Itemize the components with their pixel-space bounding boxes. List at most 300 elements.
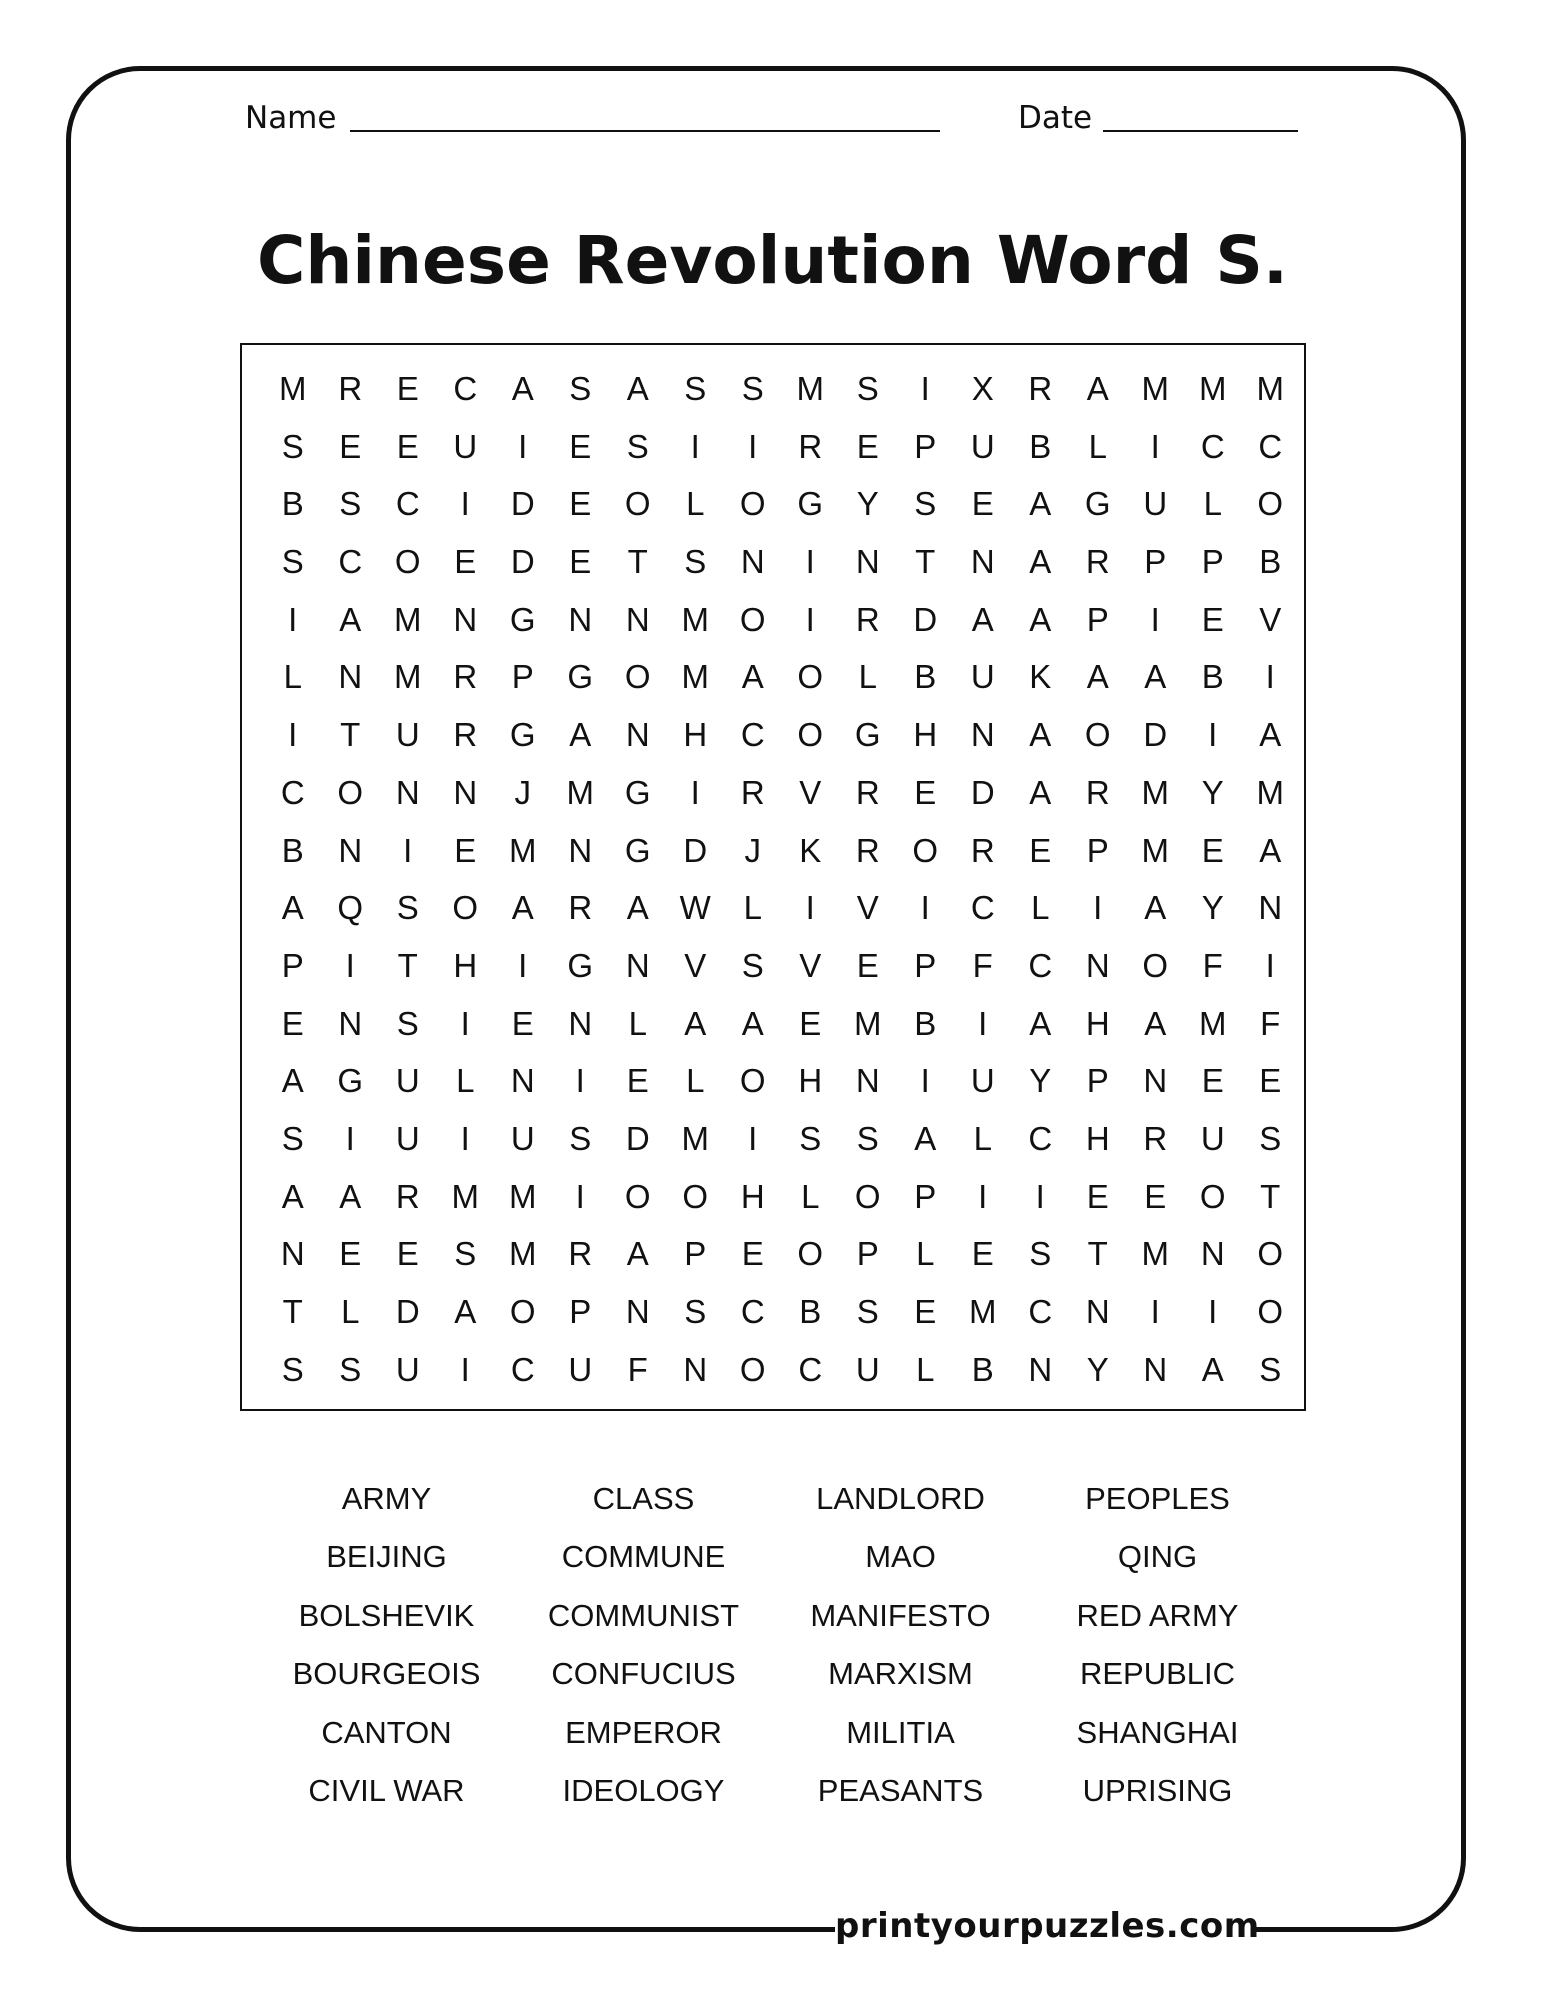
name-field[interactable] xyxy=(350,130,940,132)
grid-letter[interactable]: G xyxy=(567,658,594,696)
grid-letter[interactable]: E xyxy=(1259,1062,1282,1100)
grid-letter[interactable]: N xyxy=(855,1062,880,1100)
grid-letter[interactable]: N xyxy=(1258,889,1283,927)
grid-letter[interactable]: N xyxy=(568,831,593,869)
grid-letter[interactable]: S xyxy=(281,543,304,581)
grid-letter[interactable]: E xyxy=(914,1293,937,1330)
grid-letter[interactable]: A xyxy=(626,370,649,407)
grid-letter[interactable]: C xyxy=(338,543,363,581)
grid-letter[interactable]: I xyxy=(1093,889,1103,927)
grid-letter[interactable]: M xyxy=(1141,1235,1169,1273)
grid-letter[interactable]: I xyxy=(805,600,815,638)
grid-letter[interactable]: P xyxy=(914,946,937,984)
grid-letter[interactable]: E xyxy=(454,831,477,869)
grid-letter[interactable]: I xyxy=(1265,946,1275,984)
grid-letter[interactable]: N xyxy=(338,1004,363,1042)
grid-letter[interactable]: E xyxy=(339,427,362,465)
grid-letter[interactable]: F xyxy=(1202,946,1223,984)
grid-letter[interactable]: X xyxy=(971,370,994,407)
grid-letter[interactable]: E xyxy=(971,485,994,523)
grid-letter[interactable]: T xyxy=(282,1293,303,1330)
grid-letter[interactable]: R xyxy=(338,370,363,407)
grid-letter[interactable]: F xyxy=(972,946,993,984)
grid-letter[interactable]: S xyxy=(856,370,879,407)
grid-letter[interactable]: P xyxy=(1086,600,1109,638)
grid-letter[interactable]: R xyxy=(855,600,880,638)
grid-letter[interactable]: O xyxy=(1084,716,1111,754)
grid-letter[interactable]: S xyxy=(741,370,764,407)
grid-letter[interactable]: N xyxy=(395,773,420,811)
grid-letter[interactable]: A xyxy=(1086,370,1109,407)
grid-letter[interactable]: S xyxy=(454,1235,477,1273)
grid-letter[interactable]: A xyxy=(914,1119,937,1157)
grid-letter[interactable]: A xyxy=(454,1293,477,1330)
grid-letter[interactable]: Y xyxy=(1201,889,1224,927)
grid-letter[interactable]: O xyxy=(624,1177,651,1215)
grid-letter[interactable]: Y xyxy=(856,485,879,523)
grid-letter[interactable]: I xyxy=(748,1119,758,1157)
grid-letter[interactable]: E xyxy=(454,543,477,581)
grid-letter[interactable]: S xyxy=(281,427,304,465)
grid-letter[interactable]: N xyxy=(453,600,478,638)
grid-letter[interactable]: L xyxy=(1031,889,1050,927)
grid-letter[interactable]: R xyxy=(568,889,593,927)
grid-letter[interactable]: I xyxy=(805,543,815,581)
grid-letter[interactable]: A xyxy=(1086,658,1109,696)
grid-letter[interactable]: E xyxy=(799,1004,822,1042)
grid-letter[interactable]: B xyxy=(1029,427,1052,465)
grid-letter[interactable]: R xyxy=(740,773,765,811)
grid-letter[interactable]: M xyxy=(279,370,307,407)
grid-letter[interactable]: A xyxy=(1029,716,1052,754)
grid-letter[interactable]: V xyxy=(799,946,822,984)
grid-letter[interactable]: M xyxy=(681,600,709,638)
grid-letter[interactable]: M xyxy=(1199,1004,1227,1042)
grid-letter[interactable]: I xyxy=(920,889,930,927)
grid-letter[interactable]: P xyxy=(1201,543,1224,581)
grid-letter[interactable]: G xyxy=(1084,485,1111,523)
grid-letter[interactable]: O xyxy=(1142,946,1169,984)
grid-letter[interactable]: L xyxy=(916,1235,935,1273)
grid-letter[interactable]: B xyxy=(914,658,937,696)
grid-letter[interactable]: N xyxy=(453,773,478,811)
grid-letter[interactable]: A xyxy=(626,889,649,927)
grid-letter[interactable]: L xyxy=(1203,485,1222,523)
grid-letter[interactable]: C xyxy=(1200,427,1225,465)
grid-letter[interactable]: I xyxy=(1208,716,1218,754)
grid-letter[interactable]: O xyxy=(394,543,421,581)
grid-letter[interactable]: C xyxy=(510,1350,535,1388)
grid-letter[interactable]: Y xyxy=(1029,1062,1052,1100)
grid-letter[interactable]: E xyxy=(1086,1177,1109,1215)
grid-letter[interactable]: N xyxy=(338,831,363,869)
grid-letter[interactable]: E xyxy=(914,773,937,811)
grid-letter[interactable]: O xyxy=(1199,1177,1226,1215)
grid-letter[interactable]: D xyxy=(683,831,708,869)
grid-letter[interactable]: R xyxy=(855,773,880,811)
grid-letter[interactable]: P xyxy=(1086,1062,1109,1100)
grid-letter[interactable]: R xyxy=(1028,370,1053,407)
grid-letter[interactable]: J xyxy=(744,831,761,869)
grid-letter[interactable]: L xyxy=(341,1293,360,1330)
grid-letter[interactable]: U xyxy=(1200,1119,1225,1157)
grid-letter[interactable]: A xyxy=(626,1235,649,1273)
grid-letter[interactable]: S xyxy=(684,1293,707,1330)
grid-letter[interactable]: B xyxy=(281,485,304,523)
grid-letter[interactable]: S xyxy=(626,427,649,465)
grid-letter[interactable]: R xyxy=(568,1235,593,1273)
grid-letter[interactable]: H xyxy=(913,716,938,754)
grid-letter[interactable]: L xyxy=(858,658,877,696)
grid-letter[interactable]: S xyxy=(569,1119,592,1157)
grid-letter[interactable]: A xyxy=(339,1177,362,1215)
grid-letter[interactable]: H xyxy=(1085,1119,1110,1157)
grid-letter[interactable]: I xyxy=(1150,600,1160,638)
grid-letter[interactable]: A xyxy=(1029,1004,1052,1042)
grid-letter[interactable]: B xyxy=(971,1350,994,1388)
grid-letter[interactable]: B xyxy=(281,831,304,869)
grid-letter[interactable]: I xyxy=(1208,1293,1218,1330)
grid-letter[interactable]: E xyxy=(1201,600,1224,638)
grid-letter[interactable]: E xyxy=(281,1004,304,1042)
grid-letter[interactable]: S xyxy=(396,1004,419,1042)
grid-letter[interactable]: U xyxy=(453,427,478,465)
grid-letter[interactable]: E xyxy=(856,946,879,984)
grid-letter[interactable]: O xyxy=(797,716,824,754)
grid-letter[interactable]: M xyxy=(509,1235,537,1273)
grid-letter[interactable]: A xyxy=(339,600,362,638)
grid-letter[interactable]: R xyxy=(1085,773,1110,811)
grid-letter[interactable]: E xyxy=(1029,831,1052,869)
grid-letter[interactable]: G xyxy=(337,1062,364,1100)
grid-letter[interactable]: A xyxy=(569,716,592,754)
grid-letter[interactable]: T xyxy=(915,543,936,581)
grid-letter[interactable]: N xyxy=(1085,1293,1110,1330)
grid-letter[interactable]: S xyxy=(396,889,419,927)
grid-letter[interactable]: C xyxy=(798,1350,823,1388)
grid-letter[interactable]: I xyxy=(805,889,815,927)
grid-letter[interactable]: T xyxy=(1087,1235,1108,1273)
grid-letter[interactable]: A xyxy=(1029,485,1052,523)
grid-letter[interactable]: U xyxy=(855,1350,880,1388)
grid-letter[interactable]: U xyxy=(510,1119,535,1157)
grid-letter[interactable]: M xyxy=(1256,773,1284,811)
grid-letter[interactable]: C xyxy=(1258,427,1283,465)
grid-letter[interactable]: E xyxy=(569,543,592,581)
grid-letter[interactable]: P xyxy=(684,1235,707,1273)
grid-letter[interactable]: S xyxy=(569,370,592,407)
grid-letter[interactable]: E xyxy=(626,1062,649,1100)
grid-letter[interactable]: I xyxy=(460,485,470,523)
grid-letter[interactable]: T xyxy=(627,543,648,581)
grid-letter[interactable]: L xyxy=(686,485,705,523)
grid-letter[interactable]: M xyxy=(394,600,422,638)
grid-letter[interactable]: P xyxy=(914,1177,937,1215)
grid-letter[interactable]: I xyxy=(575,1177,585,1215)
grid-letter[interactable]: I xyxy=(1150,427,1160,465)
grid-letter[interactable]: O xyxy=(509,1293,536,1330)
grid-letter[interactable]: B xyxy=(1259,543,1282,581)
grid-letter[interactable]: G xyxy=(509,600,536,638)
grid-letter[interactable]: A xyxy=(511,889,534,927)
grid-letter[interactable]: Y xyxy=(1201,773,1224,811)
grid-letter[interactable]: S xyxy=(1259,1119,1282,1157)
grid-letter[interactable]: D xyxy=(510,485,535,523)
grid-letter[interactable]: R xyxy=(798,427,823,465)
grid-letter[interactable]: I xyxy=(460,1350,470,1388)
grid-letter[interactable]: M xyxy=(451,1177,479,1215)
grid-letter[interactable]: O xyxy=(1257,1235,1284,1273)
grid-letter[interactable]: I xyxy=(288,716,298,754)
grid-letter[interactable]: N xyxy=(683,1350,708,1388)
grid-letter[interactable]: U xyxy=(395,1350,420,1388)
grid-letter[interactable]: M xyxy=(1141,370,1169,407)
grid-letter[interactable]: I xyxy=(460,1004,470,1042)
grid-letter[interactable]: S xyxy=(856,1293,879,1330)
grid-letter[interactable]: G xyxy=(624,773,651,811)
grid-letter[interactable]: L xyxy=(1088,427,1107,465)
grid-letter[interactable]: O xyxy=(739,1062,766,1100)
grid-letter[interactable]: M xyxy=(796,370,824,407)
grid-letter[interactable]: H xyxy=(740,1177,765,1215)
grid-letter[interactable]: M xyxy=(1256,370,1284,407)
grid-letter[interactable]: N xyxy=(510,1062,535,1100)
grid-letter[interactable]: I xyxy=(403,831,413,869)
grid-letter[interactable]: O xyxy=(682,1177,709,1215)
grid-letter[interactable]: M xyxy=(969,1293,997,1330)
grid-letter[interactable]: U xyxy=(395,1119,420,1157)
grid-letter[interactable]: V xyxy=(856,889,879,927)
grid-letter[interactable]: L xyxy=(916,1350,935,1388)
grid-letter[interactable]: S xyxy=(281,1350,304,1388)
grid-letter[interactable]: T xyxy=(397,946,418,984)
grid-letter[interactable]: M xyxy=(854,1004,882,1042)
grid-letter[interactable]: C xyxy=(1028,946,1053,984)
grid-letter[interactable]: P xyxy=(511,658,534,696)
grid-letter[interactable]: N xyxy=(1028,1350,1053,1388)
grid-letter[interactable]: N xyxy=(1143,1350,1168,1388)
grid-letter[interactable]: E xyxy=(569,427,592,465)
grid-letter[interactable]: G xyxy=(567,946,594,984)
grid-letter[interactable]: R xyxy=(395,1177,420,1215)
grid-letter[interactable]: C xyxy=(453,370,478,407)
grid-letter[interactable]: C xyxy=(1028,1119,1053,1157)
grid-letter[interactable]: I xyxy=(288,600,298,638)
grid-letter[interactable]: N xyxy=(1200,1235,1225,1273)
grid-letter[interactable]: A xyxy=(1029,600,1052,638)
grid-letter[interactable]: V xyxy=(1259,600,1282,638)
grid-letter[interactable]: N xyxy=(740,543,765,581)
grid-letter[interactable]: N xyxy=(625,946,650,984)
grid-letter[interactable]: Y xyxy=(1086,1350,1109,1388)
grid-letter[interactable]: C xyxy=(740,716,765,754)
grid-letter[interactable]: O xyxy=(739,1350,766,1388)
grid-letter[interactable]: G xyxy=(624,831,651,869)
grid-letter[interactable]: I xyxy=(690,773,700,811)
grid-letter[interactable]: I xyxy=(1035,1177,1045,1215)
grid-letter[interactable]: O xyxy=(337,773,364,811)
grid-letter[interactable]: L xyxy=(801,1177,820,1215)
grid-letter[interactable]: E xyxy=(569,485,592,523)
grid-letter[interactable]: D xyxy=(1143,716,1168,754)
grid-letter[interactable]: N xyxy=(625,1293,650,1330)
grid-letter[interactable]: E xyxy=(1201,1062,1224,1100)
grid-letter[interactable]: T xyxy=(340,716,361,754)
grid-letter[interactable]: G xyxy=(854,716,881,754)
grid-letter[interactable]: S xyxy=(339,485,362,523)
grid-letter[interactable]: H xyxy=(1085,1004,1110,1042)
grid-letter[interactable]: C xyxy=(280,773,305,811)
grid-letter[interactable]: M xyxy=(1199,370,1227,407)
grid-letter[interactable]: B xyxy=(799,1293,822,1330)
grid-letter[interactable]: Q xyxy=(337,889,364,927)
grid-letter[interactable]: I xyxy=(518,946,528,984)
grid-letter[interactable]: T xyxy=(1260,1177,1281,1215)
grid-letter[interactable]: S xyxy=(339,1350,362,1388)
grid-letter[interactable]: W xyxy=(679,889,711,927)
grid-letter[interactable]: E xyxy=(856,427,879,465)
grid-letter[interactable]: G xyxy=(797,485,824,523)
grid-letter[interactable]: I xyxy=(978,1004,988,1042)
grid-letter[interactable]: S xyxy=(281,1119,304,1157)
grid-letter[interactable]: B xyxy=(1201,658,1224,696)
grid-letter[interactable]: M xyxy=(509,1177,537,1215)
grid-letter[interactable]: O xyxy=(624,485,651,523)
grid-letter[interactable]: K xyxy=(799,831,822,869)
grid-letter[interactable]: P xyxy=(1144,543,1167,581)
grid-letter[interactable]: U xyxy=(970,658,995,696)
grid-letter[interactable]: N xyxy=(280,1235,305,1273)
grid-letter[interactable]: L xyxy=(686,1062,705,1100)
grid-letter[interactable]: A xyxy=(1029,543,1052,581)
grid-letter[interactable]: E xyxy=(396,370,419,407)
grid-letter[interactable]: V xyxy=(799,773,822,811)
grid-letter[interactable]: N xyxy=(625,716,650,754)
grid-letter[interactable]: L xyxy=(283,658,302,696)
grid-letter[interactable]: A xyxy=(1201,1350,1224,1388)
grid-letter[interactable]: N xyxy=(338,658,363,696)
grid-letter[interactable]: M xyxy=(681,1119,709,1157)
grid-letter[interactable]: M xyxy=(394,658,422,696)
grid-letter[interactable]: N xyxy=(855,543,880,581)
grid-letter[interactable]: S xyxy=(741,946,764,984)
grid-letter[interactable]: A xyxy=(1259,831,1282,869)
grid-letter[interactable]: O xyxy=(797,658,824,696)
grid-letter[interactable]: I xyxy=(345,1119,355,1157)
grid-letter[interactable]: P xyxy=(569,1293,592,1330)
grid-letter[interactable]: H xyxy=(798,1062,823,1100)
grid-letter[interactable]: M xyxy=(509,831,537,869)
grid-letter[interactable]: A xyxy=(1144,889,1167,927)
grid-letter[interactable]: I xyxy=(978,1177,988,1215)
grid-letter[interactable]: E xyxy=(741,1235,764,1273)
grid-letter[interactable]: C xyxy=(740,1293,765,1330)
grid-letter[interactable]: F xyxy=(627,1350,648,1388)
grid-letter[interactable]: A xyxy=(1029,773,1052,811)
grid-letter[interactable]: D xyxy=(510,543,535,581)
grid-letter[interactable]: A xyxy=(741,1004,764,1042)
grid-letter[interactable]: I xyxy=(345,946,355,984)
grid-letter[interactable]: E xyxy=(971,1235,994,1273)
grid-letter[interactable]: I xyxy=(518,427,528,465)
grid-letter[interactable]: O xyxy=(912,831,939,869)
grid-letter[interactable]: A xyxy=(281,889,304,927)
grid-letter[interactable]: U xyxy=(970,427,995,465)
grid-letter[interactable]: O xyxy=(854,1177,881,1215)
grid-letter[interactable]: D xyxy=(625,1119,650,1157)
grid-letter[interactable]: G xyxy=(509,716,536,754)
grid-letter[interactable]: I xyxy=(1150,1293,1160,1330)
grid-letter[interactable]: O xyxy=(739,600,766,638)
grid-letter[interactable]: E xyxy=(1144,1177,1167,1215)
grid-letter[interactable]: U xyxy=(568,1350,593,1388)
grid-letter[interactable]: A xyxy=(511,370,534,407)
grid-letter[interactable]: M xyxy=(681,658,709,696)
grid-letter[interactable]: S xyxy=(799,1119,822,1157)
grid-letter[interactable]: O xyxy=(452,889,479,927)
grid-letter[interactable]: U xyxy=(1143,485,1168,523)
grid-letter[interactable]: M xyxy=(566,773,594,811)
grid-letter[interactable]: A xyxy=(281,1062,304,1100)
grid-letter[interactable]: A xyxy=(741,658,764,696)
grid-letter[interactable]: N xyxy=(625,600,650,638)
grid-letter[interactable]: O xyxy=(1257,1293,1284,1330)
grid-letter[interactable]: O xyxy=(624,658,651,696)
grid-letter[interactable]: J xyxy=(514,773,531,811)
grid-letter[interactable]: I xyxy=(920,1062,930,1100)
grid-letter[interactable]: L xyxy=(456,1062,475,1100)
grid-letter[interactable]: S xyxy=(856,1119,879,1157)
grid-letter[interactable]: I xyxy=(690,427,700,465)
grid-letter[interactable]: A xyxy=(1144,658,1167,696)
grid-letter[interactable]: N xyxy=(970,543,995,581)
grid-letter[interactable]: M xyxy=(1141,773,1169,811)
grid-letter[interactable]: C xyxy=(395,485,420,523)
grid-letter[interactable]: U xyxy=(395,716,420,754)
grid-letter[interactable]: A xyxy=(1144,1004,1167,1042)
grid-letter[interactable]: P xyxy=(281,946,304,984)
grid-letter[interactable]: F xyxy=(1260,1004,1281,1042)
grid-letter[interactable]: D xyxy=(970,773,995,811)
grid-letter[interactable]: E xyxy=(396,1235,419,1273)
grid-letter[interactable]: A xyxy=(1259,716,1282,754)
grid-letter[interactable]: I xyxy=(920,370,930,407)
grid-letter[interactable]: N xyxy=(568,1004,593,1042)
grid-letter[interactable]: R xyxy=(453,716,478,754)
grid-letter[interactable]: N xyxy=(1143,1062,1168,1100)
grid-letter[interactable]: H xyxy=(683,716,708,754)
grid-letter[interactable]: S xyxy=(684,370,707,407)
grid-letter[interactable]: A xyxy=(684,1004,707,1042)
grid-letter[interactable]: E xyxy=(1201,831,1224,869)
grid-letter[interactable]: R xyxy=(1143,1119,1168,1157)
grid-letter[interactable]: D xyxy=(913,600,938,638)
grid-letter[interactable]: L xyxy=(973,1119,992,1157)
grid-letter[interactable]: I xyxy=(575,1062,585,1100)
grid-letter[interactable]: R xyxy=(1085,543,1110,581)
grid-letter[interactable]: P xyxy=(1086,831,1109,869)
grid-letter[interactable]: A xyxy=(971,600,994,638)
grid-letter[interactable]: S xyxy=(1029,1235,1052,1273)
grid-letter[interactable]: O xyxy=(1257,485,1284,523)
grid-letter[interactable]: E xyxy=(339,1235,362,1273)
grid-letter[interactable]: V xyxy=(684,946,707,984)
grid-letter[interactable]: S xyxy=(684,543,707,581)
grid-letter[interactable]: K xyxy=(1029,658,1052,696)
grid-letter[interactable]: P xyxy=(914,427,937,465)
grid-letter[interactable]: E xyxy=(511,1004,534,1042)
grid-letter[interactable]: S xyxy=(1259,1350,1282,1388)
